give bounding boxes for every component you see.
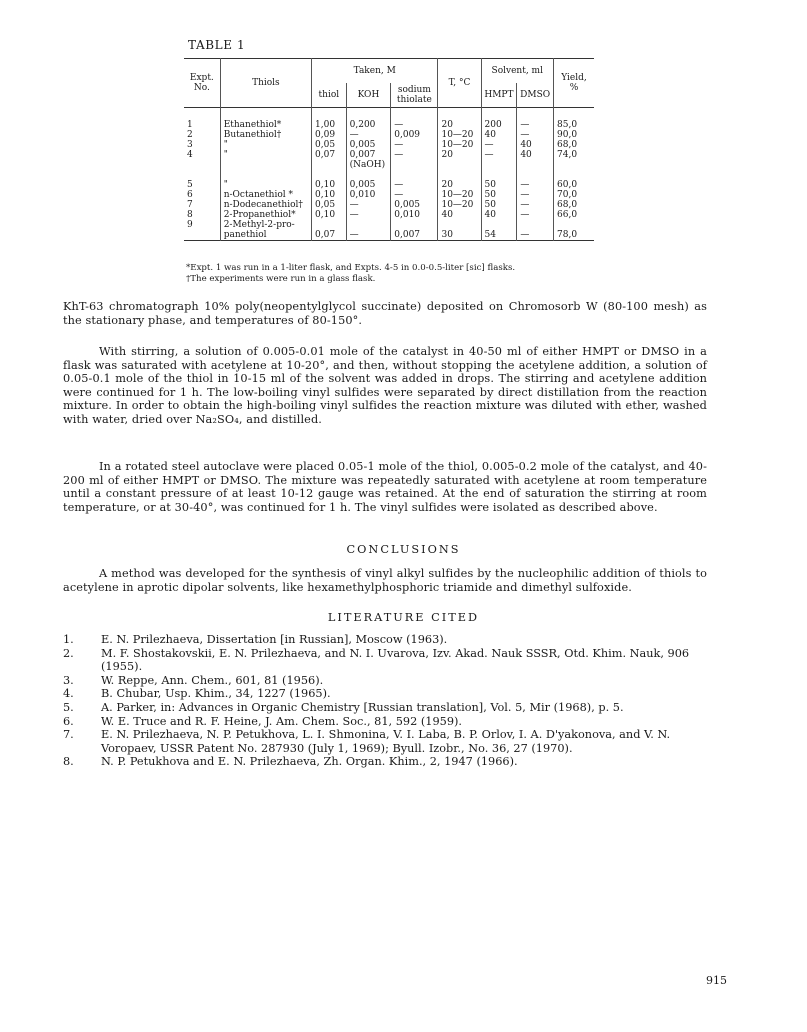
table-row: [184, 230, 594, 241]
cell-temp: 20 10—20 10—20 40: [438, 170, 481, 230]
reference-number: 3.: [63, 673, 74, 687]
header-expt-no: Expt. No.: [189, 73, 214, 93]
header-taken: Taken, M: [312, 59, 438, 84]
reference-text: A. Parker, in: Advances in Organic Chemistry [Russian translation], Vol. 5, Mir (1968), p. 5.: [101, 700, 624, 714]
reference-list: [63, 633, 713, 769]
reference-text: E. N. Prilezhaeva, N. P. Petukhova, L. I. Shmonina, V. I. Laba, B. P. Orlov, I. A. D'yakonova, and V. N. Voropaev, USSR Patent No. 287930 (July 1, 1969); Byull. Izobr., No. 36, 27 (1970).: [101, 728, 671, 755]
table-footnotes: [186, 263, 515, 285]
reference-number: 1.: [63, 633, 74, 646]
header-thiol: thiol: [312, 83, 347, 108]
table-caption: TABLE 1: [188, 38, 246, 52]
reference-text: W. Reppe, Ann. Chem., 601, 81 (1956).: [101, 673, 324, 687]
header-yield: Yield, %: [554, 59, 594, 108]
header-temperature: T, °C: [438, 59, 481, 108]
reference-item: [63, 701, 713, 715]
header-koh: KOH: [346, 83, 391, 108]
cell-koh: 0,200 — 0,005 0,007 (NaOH): [346, 108, 391, 171]
reference-text: B. Chubar, Usp. Khim., 34, 1227 (1965).: [101, 687, 331, 701]
reference-number: 7.: [63, 728, 74, 742]
header-sodium-thiolate: sodium thiolate: [391, 83, 438, 108]
reference-item: [63, 674, 713, 688]
header-hmpt: HMPT: [481, 83, 517, 108]
cell-hmpt: 54: [481, 230, 517, 241]
paragraph-procedure-flask: With stirring, a solution of 0.005-0.01 mole of the catalyst in 40-50 ml of either HMPT or DMSO in a flask was saturated with acetylene at 10-20°, and then, without stopping the acetylene addition, a solution of 0.05-0.1 mole of the thiol in 10-15 ml of the solvent was added in drops. The stirring and acetylene addition were continued for 1 h. The low-boiling vinyl sulfides were separated by direct distillation from the reaction mixture. In order to obtain the high-boiling vinyl sulfides the reaction mixture was diluted with ether, washed with water, dried over Na₂SO₄, and distilled.: [63, 345, 707, 426]
header-dmso: DMSO: [517, 83, 554, 108]
cell-sodium: — 0,009 — —: [391, 108, 438, 171]
paragraph-procedure-autoclave: In a rotated steel autoclave were placed 0.05-1 mole of the thiol, 0.005-0.2 mole of the catalyst, and 40-200 ml of either HMPT or DMSO. The mixture was repeatedly saturated with acetylene at room temperature until a constant pressure of at least 10-12 gauge was retained. At the end of saturation the stirring at room temperature, or at 30-40°, was continued for 1 h. The vinyl sulfides were isolated as described above.: [63, 460, 707, 514]
reference-item: [63, 728, 713, 755]
reference-number: 4.: [63, 687, 74, 701]
cell-thiols: Ethanethiol* Butanethiol† " ": [220, 108, 311, 171]
cell-thiol: 0,10 0,10 0,05 0,10: [312, 170, 347, 230]
cell-koh: —: [346, 230, 391, 241]
reference-item: [63, 755, 713, 769]
cell-thiol: 1,00 0,09 0,05 0,07: [312, 108, 347, 171]
reference-item: [63, 633, 713, 647]
table-footnote: *Expt. 1 was run in a 1-liter flask, and Expts. 4-5 in 0.0-0.5-liter [sic] flasks.: [186, 263, 516, 273]
reference-number: 6.: [63, 714, 74, 728]
header-thiols: Thiols: [220, 59, 311, 108]
cell-temp: 20 10—20 10—20 20: [438, 108, 481, 171]
page-number: 915: [706, 974, 727, 987]
table-row: [184, 170, 594, 230]
cell-thiol: 0,07: [312, 230, 347, 241]
literature-heading: LITERATURE CITED: [327, 611, 480, 624]
reference-number: 5.: [63, 700, 74, 714]
cell-sodium: — — 0,005 0,010: [391, 170, 438, 230]
cell-temp: 30: [438, 230, 481, 241]
cell-yield: 78,0: [554, 230, 594, 241]
reference-text: N. P. Petukhova and E. N. Prilezhaeva, Zh. Organ. Khim., 2, 1947 (1966).: [101, 755, 518, 769]
reference-number: 8.: [63, 755, 74, 769]
cell-thiols: panethiol: [220, 230, 311, 241]
cell-dmso: — — — —: [517, 170, 554, 230]
paragraph-chromatograph: KhT-63 chromatograph 10% poly(neopentylglycol succinate) deposited on Chromosorb W (80-100 mesh) as the stationary phase, and temperatures of 80-150°.: [63, 300, 707, 327]
cell-yield: 85,0 90,0 68,0 74,0: [554, 108, 594, 171]
reference-text: E. N. Prilezhaeva, Dissertation [in Russian], Moscow (1963).: [101, 633, 448, 646]
cell-hmpt: 200 40 — —: [481, 108, 517, 171]
reference-item: [63, 715, 713, 729]
reference-item: [63, 687, 713, 701]
cell-sodium: 0,007: [391, 230, 438, 241]
cell-yield: 60,0 70,0 68,0 66,0: [554, 170, 594, 230]
cell-no: 5 6 7 8 9: [187, 180, 193, 230]
cell-thiols: " n-Octanethiol * n-Dodecanethiol† 2-Propanethiol* 2-Methyl-2-pro-: [220, 170, 311, 230]
cell-koh: 0,005 0,010 — —: [346, 170, 391, 230]
header-solvent: Solvent, ml: [481, 59, 554, 84]
reference-item: [63, 647, 713, 674]
cell-hmpt: 50 50 50 40: [481, 170, 517, 230]
table-footnote: †The experiments were run in a glass flask.: [186, 274, 376, 284]
cell-dmso: —: [517, 230, 554, 241]
cell-no: 1 2 3 4: [187, 120, 193, 160]
cell-dmso: — — 40 40: [517, 108, 554, 171]
cell-no: [184, 230, 220, 241]
results-table: [184, 58, 594, 241]
reference-number: 2.: [63, 646, 74, 660]
conclusions-text: A method was developed for the synthesis of vinyl alkyl sulfides by the nucleophilic addition of thiols to acetylene in aprotic dipolar solvents, like hexamethylphosphoric triamide and dimethyl sulfoxide.: [63, 567, 707, 594]
table-row: [184, 108, 594, 171]
reference-text: W. E. Truce and R. F. Heine, J. Am. Chem. Soc., 81, 592 (1959).: [101, 714, 463, 728]
conclusions-heading: CONCLUSIONS: [346, 543, 461, 556]
reference-text: M. F. Shostakovskii, E. N. Prilezhaeva, and N. I. Uvarova, Izv. Akad. Nauk SSSR, Otd. Khim. Nauk, 906 (1955).: [101, 646, 690, 674]
